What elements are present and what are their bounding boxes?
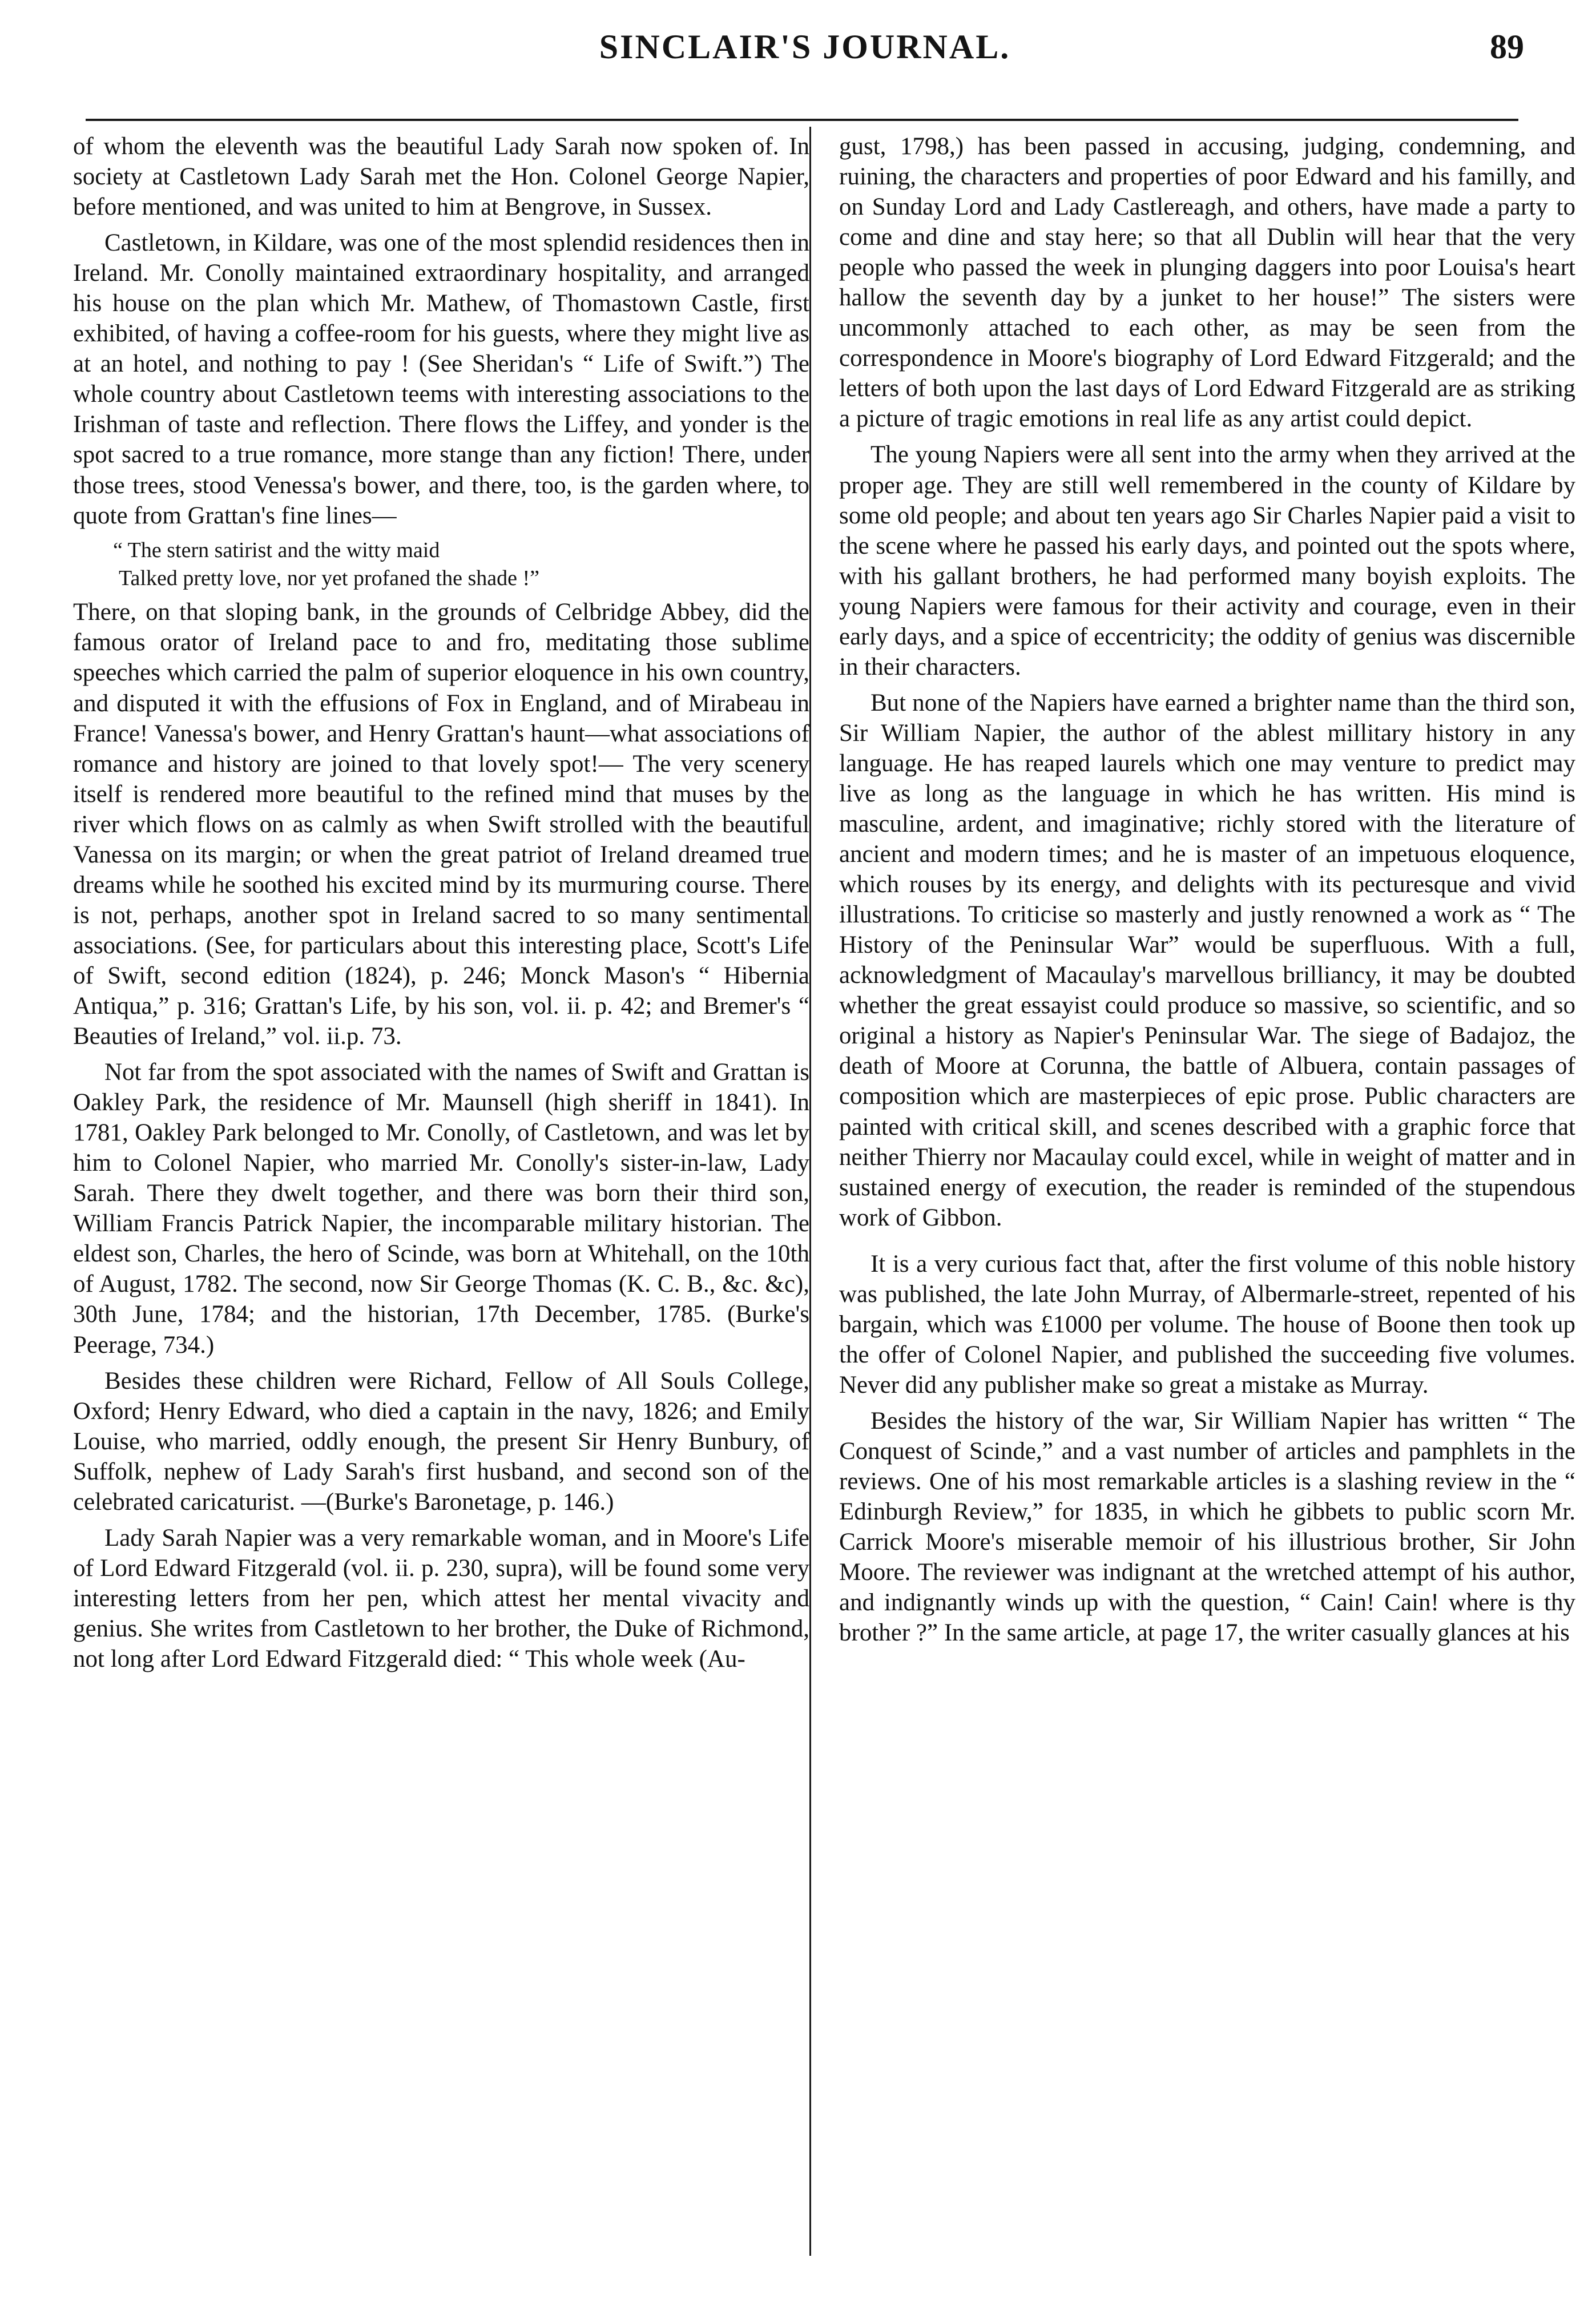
running-head [86,27,1524,84]
paragraph: of whom the eleventh was the beautiful Lady Sarah now spoken of. In society at Castletown Lady Sarah met the Hon. Colonel George Napier, before mentioned, and was united to him at Bengrove, in Sussex. [73,133,809,221]
paragraph: Besides the history of the war, Sir William Napier has written “ The Conquest of Scinde,” and a vast number of articles and pamphlets in the reviews. One of his most remarkable articles is a slashing review in the “ Edinburgh Review,” for 1835, in which he gibbets to public scorn Mr. Carrick Moore's miserable memoir of his illustrious brother, Sir John Moore. The reviewer was indignant at the wretched attempt of his author, and indignantly winds up with the question, “ Cain! Cain! where is thy brother ?” In the same article, at page 17, the writer casually glances at his [839,1407,1575,1647]
paragraph: Castletown, in Kildare, was one of the most splendid residences then in Ireland. Mr. Conolly maintained extraordinary hospitality, and arranged his house on the plan which Mr. Mathew, of Thomastown Castle, first exhibited, of having a coffee-room for his guests, where they might live as at an hotel, and nothing to pay ! (See Sheridan's “ Life of Swift.”) The whole country about Castletown teems with interesting associations to the Irishman of taste and reflection. There flows the Liffey, and yonder is the spot sacred to a true romance, more stange than any fiction! There, under those trees, stood Venessa's bower, and there, too, is the garden where, to quote from Grattan's fine lines— [73,229,809,529]
column-divider [809,127,811,2256]
quote-line: Talked pretty love, nor yet profaned the shade !” [119,566,539,590]
paragraph: There, on that sloping bank, in the grounds of Celbridge Abbey, did the famous orator of Ireland pace to and fro, meditating those sublime speeches which carried the palm of superior eloquence in his own country, and disputed it with the effusions of Fox in England, and of Mirabeau in France! Vanessa's bower, and Henry Grattan's haunt—what associations of romance and history are joined to that lovely spot!— The very scenery itself is rendered more beautiful to the refined mind that muses by the river which flows on as calmly as when Swift strolled with the beautiful Vanessa on its margin; or when the great patriot of Ireland dreamed true dreams while he soothed his excited mind by its murmuring course. There is not, perhaps, another spot in Ireland sacred to so many sentimental associations. (See, for particulars about this interesting place, Scott's Life of Swift, second edition (1824), p. 246; Monck Mason's “ Hibernia Antiqua,” p. 316; Grattan's Life, by his son, vol. ii. p. 42; and Bremer's “ Beauties of Ireland,” vol. ii.p. 73. [73,599,809,1050]
paragraph: Besides these children were Richard, Fellow of All Souls College, Oxford; Henry Edward, who died a captain in the navy, 1826; and Emily Louise, who married, oddly enough, the present Sir Henry Bunbury, of Suffolk, nephew of Lady Sarah's first husband, and second son of the celebrated caricaturist. —(Burke's Baronetage, p. 146.) [73,1367,809,1515]
paragraph: Lady Sarah Napier was a very remarkable woman, and in Moore's Life of Lord Edward Fitzgerald (vol. ii. p. 230, supra), will be found some very interesting letters from her pen, which attest her mental vivacity and genius. She writes from Castletown to her brother, the Duke of Richmond, not long after Lord Edward Fitzgerald died: “ This whole week (Au- [73,1524,809,1672]
journal-title: SINCLAIR'S JOURNAL. [599,28,1011,66]
paragraph: The young Napiers were all sent into the army when they arrived at the proper age. They are still well remembered in the county of Kildare by some old people; and about ten years ago Sir Charles Napier paid a visit to the scene where he passed his early days, and pointed out the spots where, with his gallant brothers, he had performed many boyish exploits. The young Napiers were famous for their activity and courage, even in their early days, and a spice of eccentricity; the oddity of genius was discernible in their characters. [839,441,1575,680]
paragraph: Not far from the spot associated with the names of Swift and Grattan is Oakley Park, the residence of Mr. Maunsell (high sheriff in 1841). In 1781, Oakley Park belonged to Mr. Conolly, of Castletown, and was let by him to Colonel Napier, who married Mr. Conolly's sister-in-law, Lady Sarah. There they dwelt together, and there was born their third son, William Francis Patrick Napier, the incomparable military historian. The eldest son, Charles, the hero of Scinde, was born at Whitehall, on the 10th of August, 1782. The second, now Sir George Thomas (K. C. B., &c. &c), 30th June, 1784; and the historian, 17th December, 1785. (Burke's Peerage, 734.) [73,1059,809,1358]
paragraph: But none of the Napiers have earned a brighter name than the third son, Sir William Napier, the author of the ablest millitary history in any language. He has reaped laurels which one may venture to predict may live as long as the language in which he has written. His mind is masculine, ardent, and imaginative; richly stored with the literature of ancient and modern times; and he is master of an impetuous eloquence, which rouses by its energy, and delights with its pecturesque and vivid illustrations. To criticise so masterly and justly renowned a work as “ The History of the Peninsular War” would be superfluous. With a full, acknowledgment of Macaulay's marvellous brilliancy, it may be doubted whether the great essayist could produce so massive, so scientific, and so original a history as Napier's Peninsular War. The siege of Badajoz, the death of Moore at Corunna, the battle of Albuera, contain passages of composition which are masterpieces of epic prose. Public characters are painted with critical skill, and scenes described with a graphic force that neither Thierry nor Macaulay could excel, while in weight of matter and in sustained energy of execution, the reader is reminded of the stupendous work of Gibbon. [839,689,1575,1231]
header-rule [86,119,1518,121]
paragraph: It is a very curious fact that, after the first volume of this noble history was published, the late John Murray, of Albermarle-street, repented of his bargain, which was £1000 per volume. The house of Boone then took up the offer of Colonel Napier, and published the succeeding five volumes. Never did any publisher make so great a mistake as Murray. [839,1250,1575,1398]
left-column [73,131,809,2312]
quote-line: “ The stern satirist and the witty maid [113,538,440,562]
page-number: 89 [1490,28,1524,66]
right-column [839,131,1575,2312]
verse-quotation [73,537,809,593]
paragraph: gust, 1798,) has been passed in accusing, judging, condemning, and ruining, the characters and properties of poor Edward and his familly, and on Sunday Lord and Lady Castlereagh, and others, have made a party to come and dine and stay here; so that all Dublin will hear that the very people who passed the week in plunging daggers into poor Louisa's heart hallow the seventh day by a junket to her house!” The sisters were uncommonly attached to each other, as may be seen from the correspondence in Moore's biography of Lord Edward Fitzgerald; and the letters of both upon the last days of Lord Edward Fitzgerald are as striking a picture of tragic emotions in real life as any artist could depict. [839,133,1575,433]
